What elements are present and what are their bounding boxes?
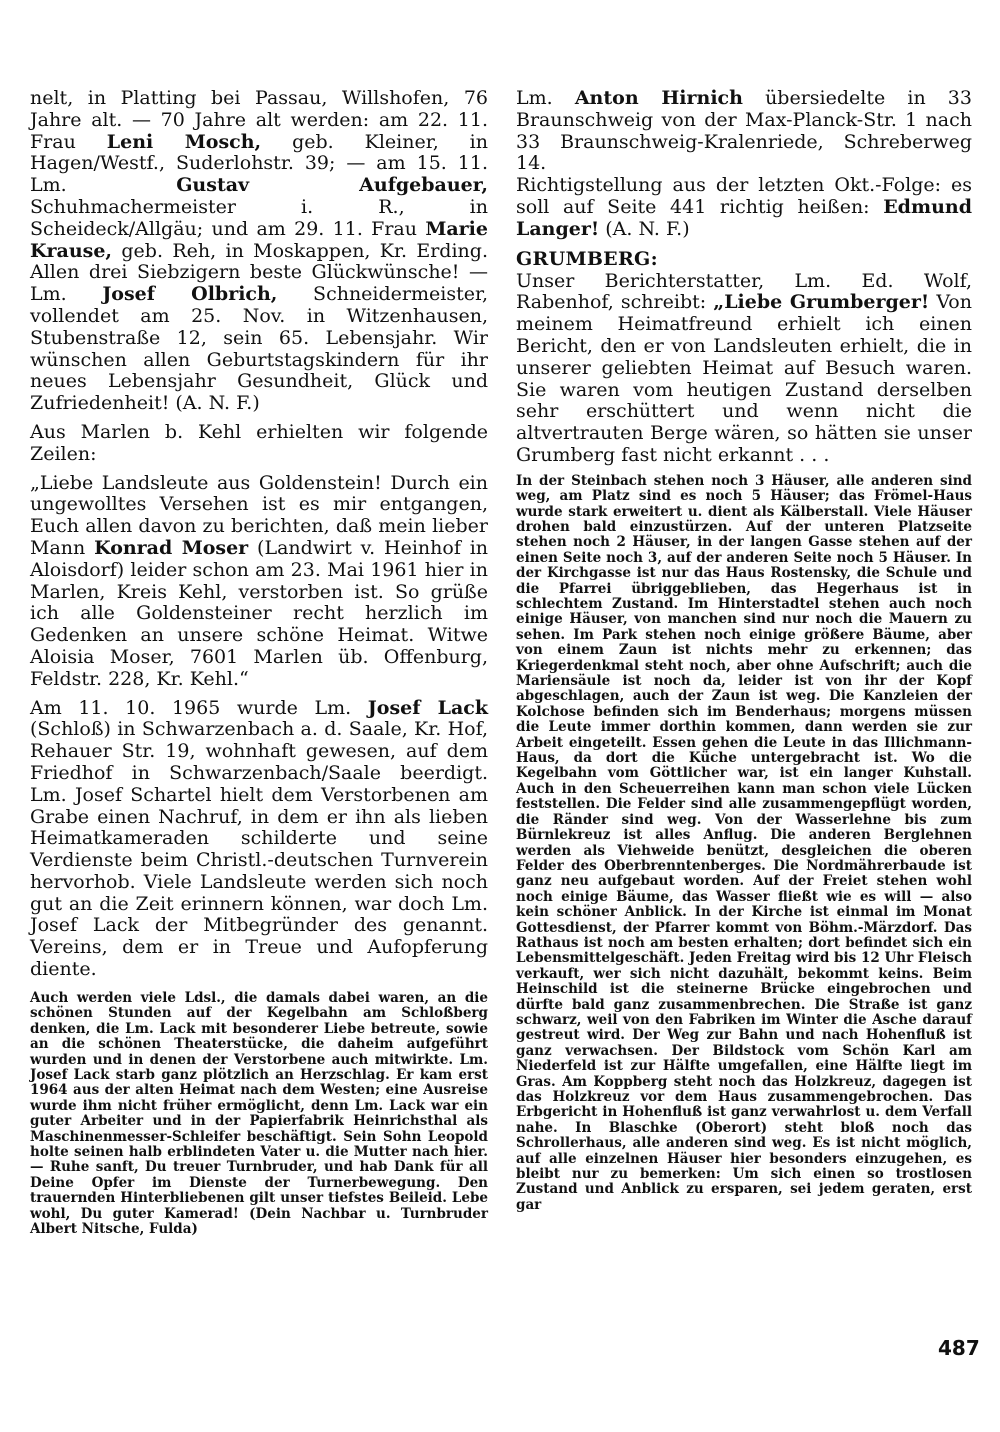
grumberg-report: In der Steinbach stehen noch 3 Häuser, alle anderen sind weg, am Platz sind es noch 5 Häuser; das Frömel-Haus wurde stark erweitert u. dient als Kälberstall. Viele Häuser drohen bald einzustürzen. Auf der unteren Platzseite stehen noch 2 Häuser, in der langen Gasse stehen auf der einen Seite noch 3, auf der anderen Seite noch 5 Häuser. In der Kirchgasse ist nur das Haus Rostensky, die Schule und die Pfarrei übriggeblieben, das Hegerhaus ist in schlechtem Zustand. Im Hinterstadtel stehen auch noch einige Häuser, von manchen sind nur noch die Mauern zu sehen. Im Park stehen noch einige größere Bäume, aber von einem Zaun ist nichts mehr zu erkennen; das Kriegerdenkmal steht noch, aber ohne Aufschrift; auch die Mariensäule ist noch da, leider ist von ihr der Kopf abgeschlagen, auch der Zaun ist weg. Die Kanzleien der Kolchose befinden sich im Benderhaus; morgens müssen die Leute immer dorthin kommen, dann werden sie zur Arbeit eingeteilt. Essen gehen die Leute in das Illichmann-Haus, da dort die Küche untergebracht ist. Wo die Kegelbahn vom Göttlicher war, ist ein langer Kuhstall. Auch in den Scheuerreihen kann man schon viele Lücken feststellen. Die Felder sind alle zusammengepflügt worden, die Ränder sind weg. Von der Wasserlehne bis zum Bürnlekreuz ist alles Anflug. Die anderen Berglehnen werden als Viehweide benützt, desgleichen die oberen Felder des Oberbrenntenberges. Die Nordmährerbaude ist ganz neu aufgebaut worden. Auf der Freiet stehen wohl noch einige Bäume, das Wasser fließt wie es will — also kein schöner Anblick. In der Kirche ist einmal im Monat Gottesdienst, der Pfarrer kommt von Böhm.-Märzdorf. Das Rathaus ist noch am besten erhalten; dort befindet sich ein Lebensmittelgeschäft. Jeden Freitag wird bis 12 Uhr Fleisch verkauft, wer sich nicht dazuhält, bekommt keins. Beim Heinschild ist die steinerne Brücke eingebrochen und dürfte bald ganz zusammenbrechen. Die Straße ist ganz schwarz, weil von den Fabriken im Winter die Asche darauf gestreut wird. Der Weg zur Bahn und nach Hohenfluß ist ganz verwachsen. Der Bildstock vom Schön Karl am Niederfeld ist zur Hälfte umgefallen, eine Hälfte liegt im Gras. Am Koppberg steht noch das Holzkreuz, dagegen ist das Holzkreuz vor dem Haus zusammengebrochen. Das Erbgericht in Hohenfluß ist ganz verwahrlost u. dem Verfall nahe. In Blaschke (Oberort) steht bloß noch das Schrollerhaus, alle anderen sind weg. Es ist nicht möglich, auf alle einzelnen Häuser hier besonders einzugehen, es bleibt nur zu bemerken: Um sich einen so trostlosen Zustand und Anblick zu ersparen, sei jedem geraten, erst gar <box>516 472 972 1213</box>
page-number: 487 <box>938 1336 980 1360</box>
grumberg-intro: Unser Berichterstatter, Lm. Ed. Wolf, Rabenhof, schreibt: „Liebe Grumberger! Von meinem Heimatfreund erhielt ich einen Bericht, den er von Landsleuten erhielt, die in unserer geliebten Heimat auf Besuch waren. Sie waren vom heutigen Zustand derselben sehr erschüttert und wenn nicht die altvertrauten Berge wären, so hätten sie unser Grumberg fast nicht erkannt . . . <box>516 269 972 466</box>
lack-obituary-continued: Auch werden viele Ldsl., die damals dabei waren, an die schönen Stunden auf der Kegelbahn am Schloßberg denken, die Lm. Lack mit besonderer Liebe betreute, sowie an die schönen Theaterstücke, die daheim aufgeführt wurden und in denen der Verstorbene auch mitwirkte. Lm. Josef Lack starb ganz plötzlich an Herzschlag. Er kam erst 1964 aus der alten Heimat nach dem Westen; eine Ausreise wurde ihm nicht früher ermöglicht, denn Lm. Lack war ein guter Arbeiter und in der Papierfabrik Heinrichsthal als Maschinenmesser-Schleifer beschäftigt. Sein Sohn Leopold holte seinen halb erblindeten Vater u. die Mutter nach hier. — Ruhe sanft, Du treuer Turnbruder, und hab Dank für all Deine Opfer im Dienste der Turnerbewegung. Den trauernden Hinterbliebenen gilt unser tiefstes Beileid. Lebe wohl, Du guter Kamerad! (Dein Nachbar u. Turnbruder Albert Nitsche, Fulda) <box>30 989 488 1237</box>
right-column <box>516 88 972 1213</box>
marlen-intro: Aus Marlen b. Kehl erhielten wir folgende Zeilen: <box>30 420 488 465</box>
hirnich-notice: Lm. Anton Hirnich übersiedelte in 33 Braunschweig von der Max-Planck-Str. 1 nach 33 Braunschweig-Kralenriede, Schreberweg 14. <box>516 87 972 175</box>
section-heading-grumberg: GRUMBERG: <box>516 247 658 270</box>
birthday-paragraph: nelt, in Platting bei Passau, Willshofen, 76 Jahre alt. — 70 Jahre alt werden: am 22. 11. Frau Leni Mosch, geb. Kleiner, in Hagen/Westf., Suderlohstr. 39; — am 15. 11. Lm. Gustav Aufgebauer, Schuhmachermeister i. R., in Scheideck/Allgäu; und am 29. 11. Frau Marie Krause, geb. Reh, in Moskappen, Kr. Erding. Allen drei Siebzigern beste Glückwünsche! — Lm. Josef Olbrich, Schneidermeister, vollendet am 25. Nov. in Witzenhausen, Stubenstraße 12, sein 65. Lebensjahr. Wir wünschen allen Geburtstagskindern für ihr neues Lebensjahr Gesundheit, Glück und Zufriedenheit! (A. N. F.) <box>30 87 489 415</box>
moser-letter: „Liebe Landsleute aus Goldenstein! Durch ein ungewolltes Versehen ist es mir entgangen, Euch allen davon zu berichten, daß mein lieber Mann Konrad Moser (Landwirt v. Heinhof in Aloisdorf) leider schon am 23. Mai 1961 hier in Marlen, Kreis Kehl, verstorben ist. So grüße ich alle Goldensteiner recht herzlich im Gedenken an unsere schöne Heimat. Witwe Aloisia Moser, 7601 Marlen üb. Offenburg, Feldstr. 228, Kr. Kehl.“ <box>30 471 489 690</box>
lack-obituary: Am 11. 10. 1965 wurde Lm. Josef Lack (Schloß) in Schwarzenbach a. d. Saale, Kr. Hof, Rehauer Str. 19, wohnhaft gewesen, auf dem Friedhof in Schwarzenbach/Saale beerdigt. Lm. Josef Schartel hielt dem Verstorbenen am Grabe einen Nachruf, in dem er ihn als lieben Heimatkameraden schilderte und seine Verdienste beim Christl.-deutschen Turnverein hervorhob. Viele Landsleute werden sich noch gut an die Zeit erinnern können, war doch Lm. Josef Lack der Mitbegründer des genannt. Vereins, dem er in Treue und Aufopferung diente. <box>30 696 488 981</box>
correction-notice: Richtigstellung aus der letzten Okt.-Folge: es soll auf Seite 441 richtig heißen: Edmund Langer! (A. N. F.) <box>516 174 972 240</box>
left-column <box>30 88 488 1237</box>
